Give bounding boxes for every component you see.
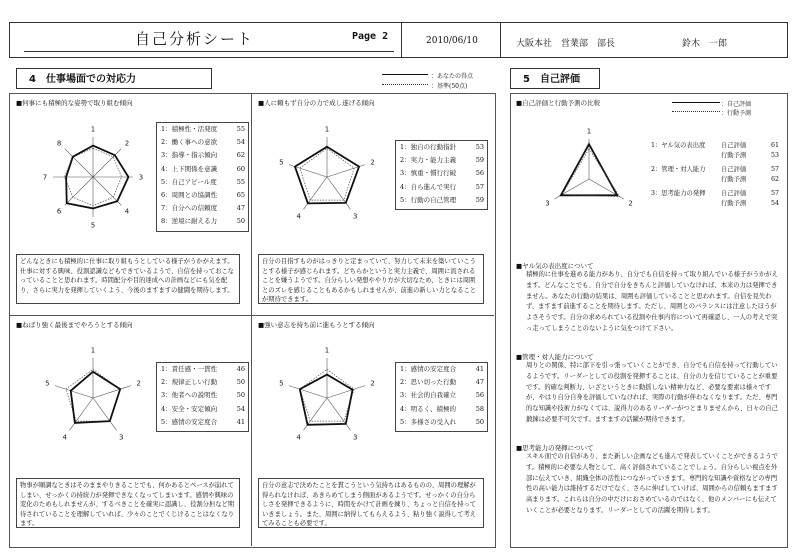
list-item: [161, 416, 245, 429]
radar-axis-label: 5: [45, 379, 50, 388]
organization: 大阪本社 営業部 部長: [516, 39, 616, 49]
self-eval-score: 57: [770, 166, 779, 173]
list-item: [161, 149, 245, 162]
list-item: [400, 416, 484, 429]
sheet-title: 自己分析シート: [135, 30, 255, 48]
item-score: 60: [236, 164, 245, 173]
item-label: 3：社会的自我確立: [400, 391, 457, 400]
item-label: 5：感情の安定度合: [161, 417, 218, 426]
section4-title: 4 仕事場面での対応力: [16, 68, 212, 89]
item-label: 1：感情の安定度合: [400, 365, 457, 373]
self-eval-label: 自己評価: [721, 142, 747, 149]
pred-label: 行動予測: [721, 152, 747, 159]
item-label: 8：逆境に耐える力: [161, 217, 218, 226]
list-item: [651, 190, 779, 247]
radar-chart-4: [272, 343, 382, 453]
item-score: 47: [475, 378, 484, 387]
radar-axis-label: 3: [138, 173, 144, 182]
item-score: 54: [236, 138, 245, 147]
legend-self-line: [382, 74, 428, 75]
header-frame: [9, 22, 788, 58]
item-label: 3：慎重・慣行行破: [400, 169, 457, 178]
item-label: 2：管理・対人能力: [651, 166, 706, 173]
panel-description: 物事が順調なときはそのままやりきることでも、何かあるとペースが崩れてしまい、せっかくの持続力が発揮できなくなってしまいます。感情や興味の変化のためもしれませんが、するべきことを確実に認識し、役割分担など期待されていることを理解していれば、少々のことでくじけることはなくなります。: [16, 478, 240, 528]
item-score: 41: [236, 417, 245, 426]
section5-title: 5 自己評価: [510, 68, 600, 89]
item-label: 3：思考能力の発揮: [651, 190, 706, 197]
radar-axis-label: 4: [62, 433, 68, 442]
radar-chart-2: [272, 122, 382, 232]
radar-axis-label: 5: [279, 158, 284, 167]
panel-title: ■強い意志を持ち前に進もうとする傾向: [258, 321, 375, 329]
radar-axis-label: 6: [56, 207, 62, 216]
list-item: [161, 176, 245, 189]
list-item: [161, 202, 245, 215]
pred-label: 行動予測: [721, 200, 747, 207]
radar-axis-label: 2: [628, 199, 633, 208]
item-score: 46: [236, 365, 245, 373]
note-heading: ■思考能力の発揮について: [516, 444, 594, 452]
item-score: 41: [475, 365, 484, 373]
self-eval-score: 61: [770, 142, 779, 149]
item-list-3: [156, 362, 249, 432]
item-label: 2：働く事への意欲: [161, 138, 218, 147]
item-label: 5：行動の自己管理: [400, 195, 457, 204]
list-item: [161, 123, 245, 136]
list-item: [400, 363, 484, 376]
radar-axis-label: 1: [90, 346, 96, 355]
item-score: 50: [236, 391, 245, 400]
item-score: 56: [475, 169, 484, 178]
item-score: 56: [475, 391, 484, 400]
list-item: [161, 189, 245, 202]
item-label: 1：積極性・活発度: [161, 125, 218, 133]
radar-axis: [327, 177, 351, 209]
radar-axis: [93, 386, 131, 398]
item-score: 54: [236, 404, 245, 413]
item-label: 4：自ら進んで実行: [400, 182, 457, 191]
panel-title: ■ねばり強く最後までやろうとする傾向: [16, 321, 133, 329]
header-divider: [401, 22, 402, 58]
list-item: [400, 403, 484, 416]
list-item: [400, 141, 484, 154]
item-label: 4：安全・安定傾向: [161, 404, 218, 413]
radar-axis-label: 4: [296, 433, 302, 442]
list-item: [161, 163, 245, 176]
item-label: 4：明るく、積極的: [400, 404, 457, 413]
header-divider: [500, 22, 501, 58]
radar-axis-label: 1: [586, 127, 592, 136]
legend-pred-line: [672, 111, 720, 112]
legend-base-label: ：基準(50点): [431, 83, 468, 90]
title-underline: [24, 51, 394, 52]
item-label: 1：独自の行動指針: [400, 143, 457, 151]
legend-self-label: ：あなたの得点: [431, 73, 474, 80]
radar-chart-self-eval: [534, 124, 644, 234]
item-score: 55: [236, 125, 245, 133]
panel-title: ■何事にも積極的な姿勢で取り組む傾向: [16, 99, 133, 107]
list-item: [161, 363, 245, 376]
radar-axis-label: 3: [545, 199, 550, 208]
item-label: 1：責任感・一貫性: [161, 365, 218, 373]
item-label: 2：思い切った行動: [400, 378, 457, 387]
item-label: 7：自分への信頼度: [161, 204, 218, 213]
item-label: 1：ヤル気の表出度: [651, 142, 706, 149]
self-eval-notes: [516, 261, 780, 531]
radar-axis-label: 5: [90, 221, 96, 230]
pred-score: 53: [770, 152, 779, 159]
list-item: [161, 389, 245, 402]
radar-axis-label: 1: [90, 125, 96, 134]
radar-axis: [303, 177, 327, 209]
self-eval-label: 自己評価: [721, 190, 747, 197]
radar-axis-label: 2: [136, 379, 141, 388]
item-score: 50: [236, 217, 245, 226]
panel-description: どんなときにも積極的に仕事に取り組もうとしている様子がうかがえます。仕事に対する興味、役割認識などもできているようで、自信を持っておこなっていることと思われます。時間配分や目的達成への計画などにも気を配り、さらに実力を発揮していくよう、今後のますますの健闘を期待します。: [16, 254, 240, 304]
radar-axis-label: 4: [296, 212, 302, 221]
item-score: 47: [236, 204, 245, 213]
item-label: 3：他者への説明性: [161, 391, 218, 400]
item-list-2: [395, 140, 488, 210]
item-score: 50: [236, 378, 245, 387]
radar-axis-label: 1: [324, 125, 330, 134]
list-item: [161, 136, 245, 149]
item-score: 58: [475, 404, 484, 413]
list-item: [161, 403, 245, 416]
radar-axis-label: 2: [370, 379, 375, 388]
list-item: [400, 167, 484, 180]
radar-axis-label: 3: [118, 433, 124, 442]
radar-axis-label: 7: [42, 173, 48, 182]
radar-axis-label: 8: [56, 139, 62, 148]
list-item: [400, 389, 484, 402]
item-list-4: [395, 362, 488, 432]
self-eval-list: [651, 141, 779, 247]
radar-axis-label: 2: [370, 158, 375, 167]
item-score: 53: [475, 143, 484, 151]
note-text: スキル面での自信があり、また新しい企画なども進んで発表していくことができるようです。積極的に必要な人物として、高く評価されていることでしょう。自分らしい視点を外部に伝えていき、組織全体の活性につながっていきます。専門的な知識や資格などの専門性の高い能力は維持するだけでなく、さらに伸ばしていけば、周囲からの信頼もますます高まります。これらは自分の中だけにおさめているのではなく、他のメンバーにも伝えていくことが必要となります。リーダーとしての活躍を期待します。: [526, 453, 778, 514]
item-score: 55: [236, 177, 245, 186]
note-heading: ■ヤル気の表出度について: [516, 262, 594, 270]
item-list-1: [156, 122, 249, 232]
item-score: 59: [475, 195, 484, 204]
radar-axis: [65, 177, 93, 205]
item-label: 5：自己アピール度: [161, 177, 217, 186]
item-label: 3：指導・指示傾向: [161, 151, 218, 160]
radar-axis-label: 3: [352, 212, 358, 221]
item-score: 59: [475, 156, 484, 165]
report-date: 2010/06/10: [426, 36, 478, 46]
radar-axis-label: 1: [324, 346, 330, 355]
list-item: [400, 194, 484, 207]
item-score: 50: [475, 417, 484, 426]
item-score: 62: [236, 151, 245, 160]
legend-self-eval-line: [672, 102, 720, 103]
radar-chart-3: [38, 343, 148, 453]
radar-axis-label: 5: [279, 379, 284, 388]
radar-axis-label: 4: [124, 207, 130, 216]
item-label: 2：規律正しい行動: [161, 378, 218, 387]
item-label: 2：実力・能力主義: [400, 156, 457, 165]
page-number: Page 2: [352, 31, 389, 42]
radar-axis: [289, 386, 327, 398]
list-item: [400, 181, 484, 194]
self-eval-label: 自己評価: [721, 166, 747, 173]
radar-axis: [327, 386, 365, 398]
list-item: [161, 215, 245, 228]
radar-chart-1: [38, 122, 148, 232]
legend-base-line: [382, 84, 428, 85]
note-heading: ■管理・対人能力について: [516, 353, 594, 361]
note-text: 周りとの関係、特に部下を引っ張っていくことができ、自分でも自信を持って行動しているようです。リーダーとしての役割を発揮することは、自分の力を信じていることが重要です。的確な判断力、いざというときに動揺しない精神力など、必要な要素は様々ですが、やはり自分自身を評価していなければ、実際の行動が伴わなくなります。ただ、専門的な知識や技術力がなくては、説得力のあるリーダーがつとまりませんから、日々の自己鍛錬は必要不可欠です。ますますの活躍が期待できます。: [526, 362, 778, 423]
score-polygon: [300, 375, 353, 425]
item-label: 5：多様さの受入れ: [400, 417, 457, 426]
radar-axis: [93, 149, 121, 177]
panel-description: 自分の目指すものがはっきりと定まっていて、努力して未来を築いていこうとする様子が感じられます。どちらかというと実力主義で、周囲に流されることを嫌うようです。自分らしい発想ややり方が大切なため、ときには周囲とのズレを感じることもあるかもしれませんが、前進の新しい力となることが期待できます。: [258, 254, 484, 304]
radar-axis-label: 2: [124, 139, 130, 148]
person-name: 鈴木 一郎: [682, 39, 728, 49]
note-text: 積極的に仕事を進める能力があり、自分でも自信を持って取り組んでいる様子がうかがえます。どんなことでも、自分で自分をきちんと評価していなければ、本来の力は発揮できません。あなたの行動の結果は、周囲も評価していることと思われます。自信を見失わず、ますます前進することを期待します。ただし、周囲とのバランスには注意したほうがよさそうです。自分の求められている役割や仕事内容について再確認し、一人の考えで突っ走ってしまうことのないように気をつけて下さい。: [526, 271, 778, 332]
self-eval-title: ■自己評価と行動予測の比較: [516, 99, 601, 107]
radar-axis-label: 3: [352, 433, 358, 442]
item-score: 57: [475, 182, 484, 191]
self-eval-score: 57: [770, 190, 779, 197]
legend-self-eval-label: ：自己評価: [721, 101, 752, 108]
pred-score: 54: [770, 200, 779, 207]
panel-title: ■人に頼もず自分の力で成し遂げる傾向: [258, 99, 375, 107]
list-item: [161, 376, 245, 389]
list-item: [400, 154, 484, 167]
pred-label: 行動予測: [721, 176, 747, 183]
item-score: 65: [236, 190, 245, 199]
legend-pred-label: ：行動予測: [721, 110, 752, 117]
list-item: [400, 376, 484, 389]
item-label: 4：上下関係を意識: [161, 164, 218, 173]
item-label: 6：周囲との協調性: [161, 190, 218, 199]
panel-description: 自分の意志で決めたことを貫こうという気持ちはあるものの、周囲の理解が得られなければ、あきらめてしまう側面があるようです。せっかくの自分らしさを発揮できるように、時間をかけて計画を練り、ちょっと自信を持っていきましょう。また、周囲に納得してもらえるよう、粘り強く説得して考えてみることも必要です。: [258, 478, 484, 528]
panel-divider: [251, 93, 252, 546]
pred-score: 62: [770, 176, 779, 183]
